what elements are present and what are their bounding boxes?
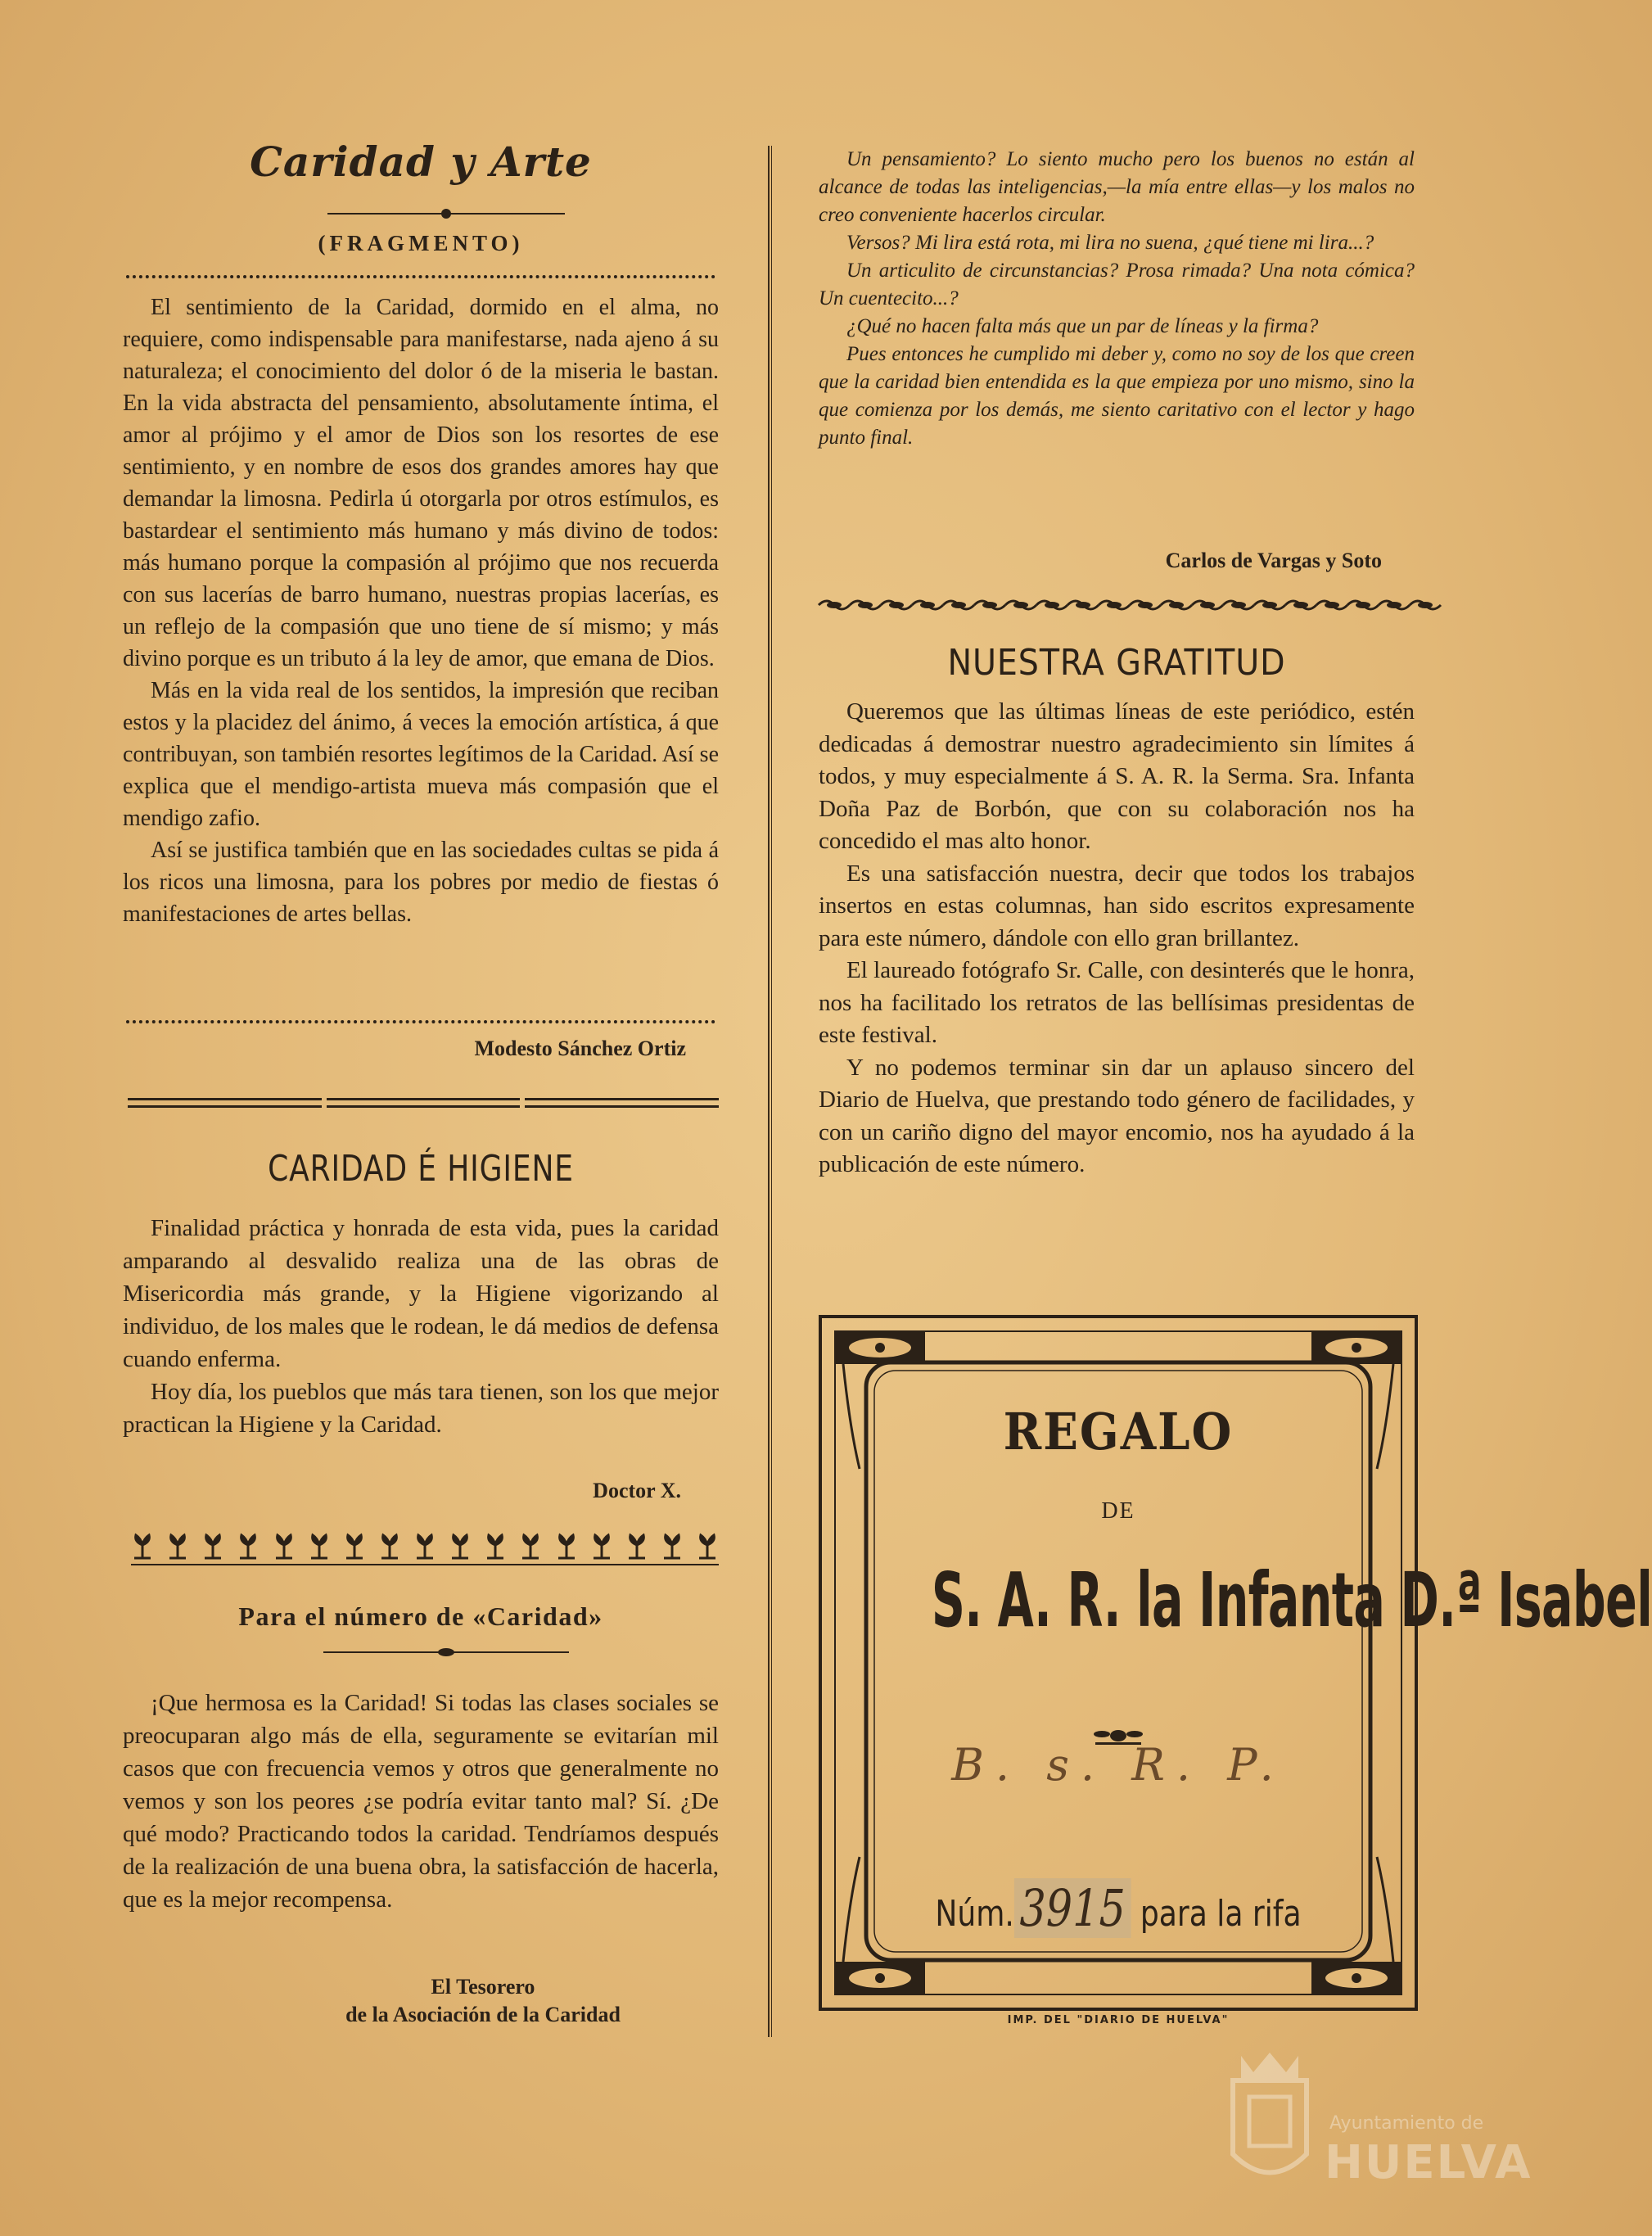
caridad-arte-body: [123, 291, 719, 930]
ayuntamiento-watermark: [1225, 2048, 1532, 2203]
paragraph: Queremos que las últimas líneas de este periódico, estén dedicadas á demostrar nuestro agradecimiento sin límites á todos, y muy especialmente á S. A. R. la Serma. Sra. Infanta Doña Paz de Borbón, que con su colaboración nos ha concedido el mas alto honor.: [819, 698, 1415, 854]
numero-caridad-author: [319, 1973, 647, 2029]
paragraph: Un articulito de circunstancias? Prosa rimada? Una nota cómica? Un cuentecito...?: [819, 260, 1415, 309]
paragraph: ¿Qué no hacen falta más que un par de líneas y la firma?: [846, 315, 1319, 337]
paragraph: Versos? Mi lira está rota, mi lira no suena, ¿qué tiene mi lira...?: [846, 232, 1374, 254]
title-flourish: [123, 1646, 719, 1663]
vargas-fragment-body: [819, 146, 1415, 452]
raffle-number-line: [871, 1878, 1365, 1938]
caridad-arte-subtitle: (FRAGMENTO): [318, 231, 524, 255]
anthemion-icon: [661, 1534, 684, 1561]
column-divider: [768, 146, 772, 2037]
paragraph: ¡Que hermosa es la Caridad! Si todas las clases sociales se preocuparan algo más de ella, seguramente se evitarían mil casos que con frecuencia vemos y otros que generalmente no vemos y son los peores ¿se podría evitar tanto mal? Sí. ¿De qué modo? Practicando todos la caridad. Tendríamos después de la realización de una buena obra, la satisfacción de hacerla, que es la mejor recompensa.: [123, 1690, 719, 1913]
anthemion-icon: [519, 1534, 542, 1561]
paragraph: Más en la vida real de los sentidos, la impresión que reciban estos y la placidez del ánimo, á veces la emoción artística, á que contribuyan, son también resortes legítimos de la Caridad. Así se explica que el mendigo-artista mueva más compasión que el mendigo zafio.: [123, 678, 719, 831]
num-label: Núm.: [935, 1893, 1014, 1935]
anthemion-icon: [555, 1534, 578, 1561]
dotted-rule: [126, 1020, 715, 1023]
anthemion-icon: [625, 1534, 648, 1561]
title-flourish: [123, 207, 719, 224]
regalo-donor: S. A. R. la Infanta D.ª Isabel: [931, 1556, 1652, 1644]
caridad-arte-title: Caridad y Arte: [250, 138, 592, 186]
gratitud-body: [819, 696, 1415, 1181]
gratitud-title: NUESTRA GRATITUD: [947, 642, 1286, 684]
regalo-title: REGALO: [1003, 1402, 1234, 1462]
anthemion-icon: [166, 1534, 189, 1561]
regalo-ticket: [817, 1313, 1652, 2032]
paragraph: Pues entonces he cumplido mi deber y, como no soy de los que creen que la caridad bien entendida es la que empieza por uno mismo, sino la que comienza por los demás, me siento caritativo con el lector y hago punto final.: [819, 343, 1415, 449]
anthemion-icon: [308, 1534, 331, 1561]
wave-ornament: [819, 596, 1415, 618]
caridad-higiene-body: [123, 1212, 719, 1441]
printer-credit: IMP. DEL "DIARIO DE HUELVA": [1007, 2014, 1230, 2026]
caridad-higiene-author: Doctor X.: [593, 1479, 681, 1502]
numero-caridad-title: Para el número de «Caridad»: [238, 1601, 603, 1631]
caridad-higiene-title: CARIDAD É HIGIENE: [268, 1148, 574, 1190]
handwritten-initials: B. s. R. P.: [951, 1739, 1285, 1791]
dotted-rule: [126, 275, 715, 278]
anthemion-icon: [201, 1534, 224, 1561]
ornament-border: [131, 1531, 719, 1565]
anthemion-icon: [413, 1534, 436, 1561]
numero-caridad-body: [123, 1687, 719, 1916]
anthemion-icon: [343, 1534, 366, 1561]
rifa-label: para la rifa: [1140, 1893, 1302, 1935]
crest-icon: [1225, 2048, 1315, 2195]
paragraph: Así se justifica también que en las sociedades cultas se pida á los ricos una limosna, para los pobres por medio de fiestas ó manifestaciones de artes bellas.: [123, 838, 719, 927]
watermark-line2: HUELVA: [1325, 2136, 1532, 2189]
anthemion-icon: [237, 1534, 260, 1561]
anthemion-icon: [590, 1534, 613, 1561]
caridad-arte-author: Modesto Sánchez Ortiz: [474, 1037, 686, 1060]
raffle-number: 3915: [1014, 1878, 1131, 1938]
vargas-author: Carlos de Vargas y Soto: [1165, 549, 1382, 572]
section-divider: [128, 1095, 719, 1110]
author-line: de la Asociación de la Caridad: [345, 2003, 621, 2026]
watermark-line1: Ayuntamiento de: [1329, 2113, 1484, 2134]
anthemion-icon: [449, 1534, 472, 1561]
anthemion-icon: [273, 1534, 296, 1561]
anthemion-icon: [484, 1534, 507, 1561]
paragraph: Es una satisfacción nuestra, decir que todos los trabajos insertos en estas columnas, han sido escritos expresamente para este número, dándole con ello gran brillantez.: [819, 860, 1415, 951]
paragraph: Finalidad práctica y honrada de esta vida, pues la caridad amparando al desvalido realiza una de las obras de Misericordia más grande, y la Higiene vigorizando al individuo, de los males que le rodean, le dá medios de defensa cuando enferma.: [123, 1215, 719, 1372]
anthemion-icon: [131, 1534, 154, 1561]
anthemion-icon: [696, 1534, 719, 1561]
author-line: El Tesorero: [431, 1975, 535, 1999]
paragraph: Y no podemos terminar sin dar un aplauso sincero del Diario de Huelva, que prestando todo género de facilidades, y con un cariño digno del mayor encomio, nos ha ayudado á la publicación de este número.: [819, 1054, 1415, 1177]
paragraph: Un pensamiento? Lo siento mucho pero los buenos no están al alcance de todas las inteligencias,—la mía entre ellas—y los malos no creo conveniente hacerlos circular.: [819, 148, 1415, 226]
paragraph: El sentimiento de la Caridad, dormido en el alma, no requiere, como indispensable para manifestarse, nada ajeno á su naturaleza; el conocimiento del dolor ó de la miseria le bastan. En la vida abstracta del pensamiento, absolutamente íntima, el amor al prójimo y el amor de Dios son los resortes de ese sentimiento, y en nombre de esos dos grandes amores hay que demandar la limosna. Pedirla ú otorgarla por otros estímulos, es bastardear el sentimiento más humano y más divino de todos: más humano porque la compasión al prójimo que nos recuerda con sus lacerías de barro humano, nuestras propias lacerías, es un reflejo de la compasión que uno tiene de sí mismo; y más divino porque es un tributo á la ley de amor, que emana de Dios.: [123, 295, 719, 671]
paragraph: El laureado fotógrafo Sr. Calle, con desinterés que le honra, nos ha facilitado los retratos de las bellísimas presidentas de este festival.: [819, 957, 1415, 1048]
anthemion-icon: [378, 1534, 401, 1561]
regalo-de: DE: [1101, 1498, 1135, 1524]
paragraph: Hoy día, los pueblos que más tara tienen, son los que mejor practican la Higiene y la Caridad.: [123, 1379, 719, 1438]
